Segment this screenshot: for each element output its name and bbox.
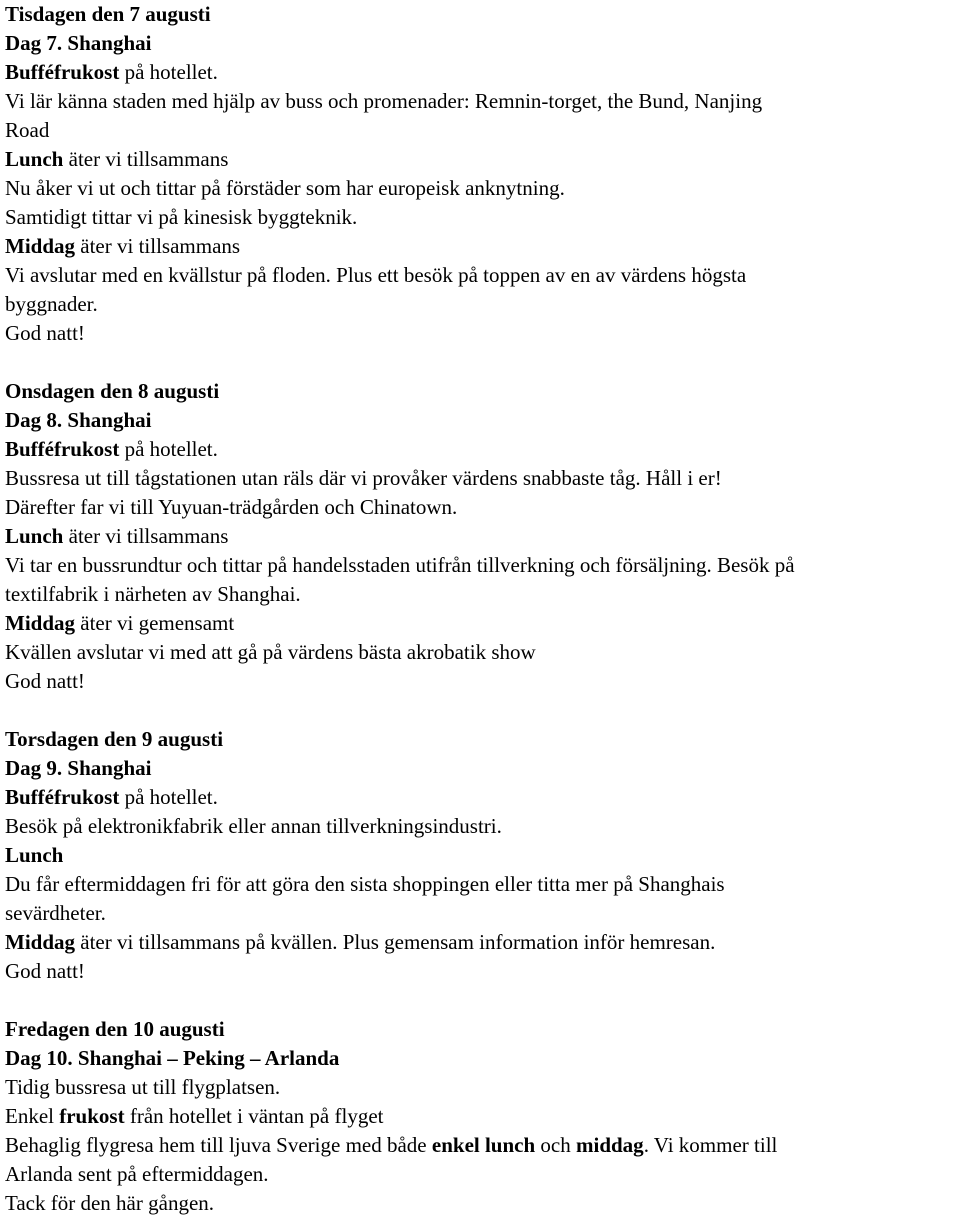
bold-text: Bufféfrukost — [5, 437, 120, 461]
bold-text: Onsdagen den 8 augusti — [5, 379, 220, 403]
text-line — [5, 58, 955, 87]
day-section — [5, 0, 955, 348]
text-line — [5, 638, 955, 667]
text-line — [5, 290, 955, 319]
text: Enkel — [5, 1104, 60, 1128]
bold-text: Lunch — [5, 524, 64, 548]
text: Nu åker vi ut och tittar på förstäder som har europeisk anknytning. — [5, 176, 565, 200]
bold-text: Dag 9. Shanghai — [5, 756, 152, 780]
bold-text: frukost — [59, 1104, 125, 1128]
bold-text: Middag — [5, 611, 76, 635]
text: byggnader. — [5, 292, 98, 316]
text: äter vi tillsammans — [63, 524, 229, 548]
bold-text: Lunch — [5, 147, 64, 171]
bold-text: Torsdagen den 9 augusti — [5, 727, 224, 751]
text-line — [5, 1131, 955, 1160]
text: God natt! — [5, 959, 85, 983]
text-line — [5, 87, 955, 116]
bold-text: Tisdagen den 7 augusti — [5, 2, 211, 26]
text: Kvällen avslutar vi med att gå på värdens bästa akrobatik show — [5, 640, 536, 664]
text-line — [5, 1073, 955, 1102]
text: Vi tar en bussrundtur och tittar på handelsstaden utifrån tillverkning och försäljning. Besök på — [5, 553, 795, 577]
text-line — [5, 957, 955, 986]
text-line — [5, 1160, 955, 1189]
text-line — [5, 667, 955, 696]
text-line — [5, 232, 955, 261]
itinerary-document — [5, 0, 955, 1218]
text-line — [5, 1189, 955, 1218]
text: Därefter far vi till Yuyuan-trädgården och Chinatown. — [5, 495, 458, 519]
text: God natt! — [5, 669, 85, 693]
text-line — [5, 435, 955, 464]
text: sevärdheter. — [5, 901, 106, 925]
text-line — [5, 493, 955, 522]
text-line — [5, 522, 955, 551]
day-subheading — [5, 406, 955, 435]
text-line — [5, 812, 955, 841]
text-line — [5, 841, 955, 870]
bold-text: Dag 8. Shanghai — [5, 408, 152, 432]
text-line — [5, 203, 955, 232]
text: Road — [5, 118, 50, 142]
text: God natt! — [5, 321, 85, 345]
text: från hotellet i väntan på flyget — [124, 1104, 384, 1128]
day-subheading — [5, 754, 955, 783]
day-heading — [5, 725, 955, 754]
text: Besök på elektronikfabrik eller annan tillverkningsindustri. — [5, 814, 502, 838]
text: på hotellet. — [119, 785, 218, 809]
text: Tack för den här gången. — [5, 1191, 215, 1215]
text-line — [5, 261, 955, 290]
bold-text: Middag — [5, 234, 76, 258]
text: Arlanda sent på eftermiddagen. — [5, 1162, 269, 1186]
section-spacer — [5, 348, 955, 377]
day-section — [5, 377, 955, 696]
section-spacer — [5, 696, 955, 725]
text: äter vi tillsammans — [75, 234, 241, 258]
day-heading — [5, 377, 955, 406]
text-line — [5, 609, 955, 638]
text-line — [5, 145, 955, 174]
bold-text: Bufféfrukost — [5, 785, 120, 809]
bold-text: Middag — [5, 930, 76, 954]
text: på hotellet. — [119, 60, 218, 84]
bold-text: Dag 10. Shanghai – Peking – Arlanda — [5, 1046, 340, 1070]
text: på hotellet. — [119, 437, 218, 461]
text: Behaglig flygresa hem till ljuva Sverige med både — [5, 1133, 432, 1157]
text: äter vi tillsammans på kvällen. Plus gemensam information inför hemresan. — [75, 930, 716, 954]
text-line — [5, 464, 955, 493]
bold-text: Lunch — [5, 843, 64, 867]
text: Du får eftermiddagen fri för att göra den sista shoppingen eller titta mer på Shanghais — [5, 872, 725, 896]
text: äter vi gemensamt — [75, 611, 235, 635]
text: Vi lär känna staden med hjälp av buss och promenader: Remnin-torget, the Bund, Nanjing — [5, 89, 763, 113]
text: Vi avslutar med en kvällstur på floden. Plus ett besök på toppen av en av värdens högsta — [5, 263, 747, 287]
text-line — [5, 319, 955, 348]
text-line — [5, 899, 955, 928]
text-line — [5, 116, 955, 145]
text-line — [5, 551, 955, 580]
text: textilfabrik i närheten av Shanghai. — [5, 582, 301, 606]
bold-text: Fredagen den 10 augusti — [5, 1017, 225, 1041]
section-spacer — [5, 986, 955, 1015]
text: Samtidigt tittar vi på kinesisk byggteknik. — [5, 205, 358, 229]
bold-text: Bufféfrukost — [5, 60, 120, 84]
day-section — [5, 1015, 955, 1218]
text: och — [535, 1133, 576, 1157]
text: Bussresa ut till tågstationen utan räls där vi provåker värdens snabbaste tåg. Håll i er! — [5, 466, 722, 490]
day-section — [5, 725, 955, 986]
text-line — [5, 174, 955, 203]
text: Tidig bussresa ut till flygplatsen. — [5, 1075, 281, 1099]
day-subheading — [5, 1044, 955, 1073]
bold-text: Dag 7. Shanghai — [5, 31, 152, 55]
text: äter vi tillsammans — [63, 147, 229, 171]
text-line — [5, 870, 955, 899]
text-line — [5, 1102, 955, 1131]
text: . Vi kommer till — [643, 1133, 778, 1157]
day-heading — [5, 1015, 955, 1044]
bold-text: middag — [576, 1133, 644, 1157]
day-subheading — [5, 29, 955, 58]
bold-text: enkel lunch — [431, 1133, 536, 1157]
text-line — [5, 928, 955, 957]
day-heading — [5, 0, 955, 29]
text-line — [5, 783, 955, 812]
text-line — [5, 580, 955, 609]
